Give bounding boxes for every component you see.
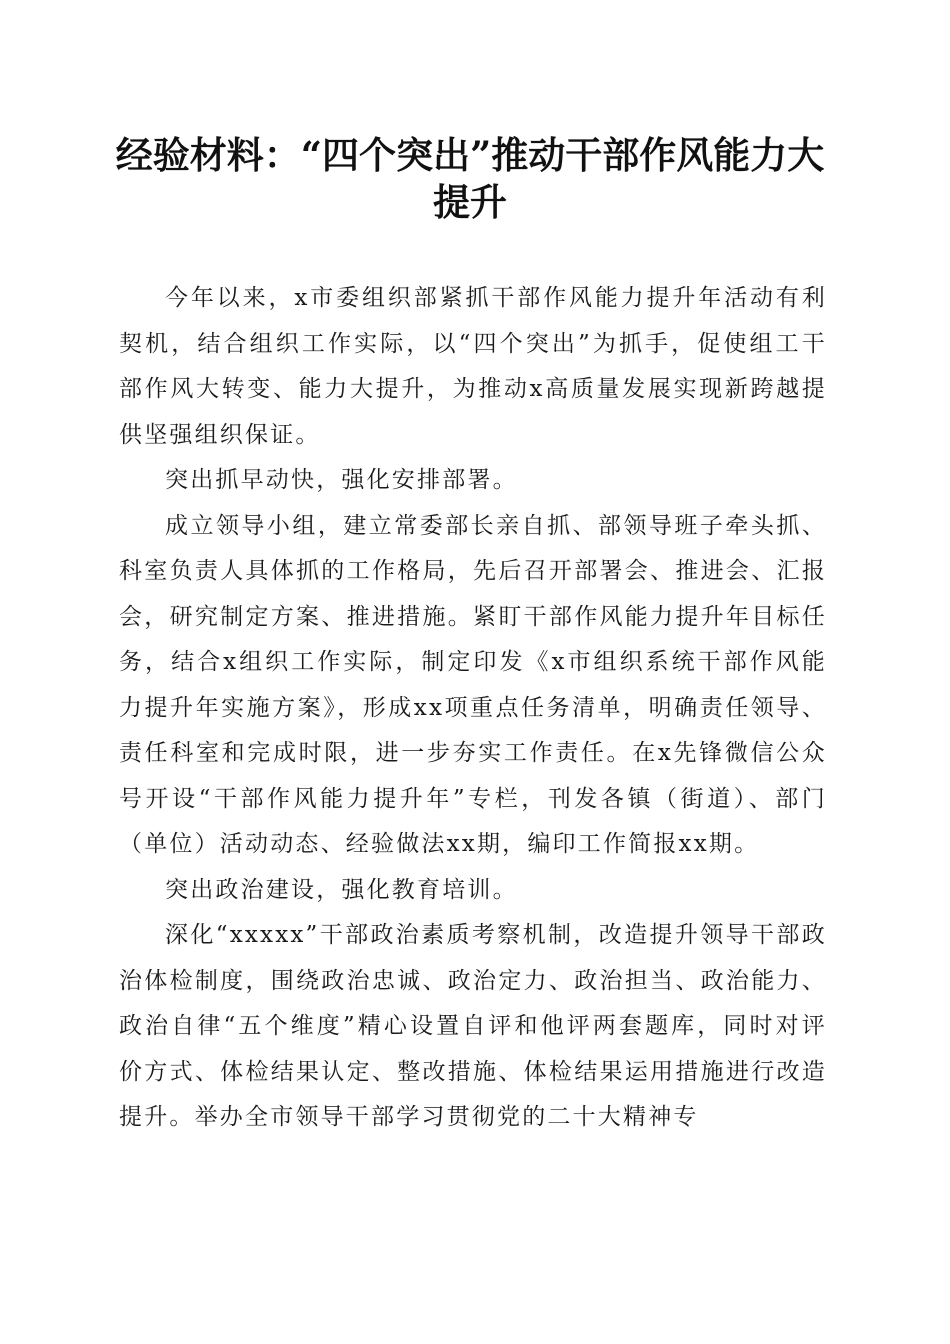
paragraph-political-building: 深化“xxxxx”干部政治素质考察机制，改造提升领导干部政治体检制度，围绕政治忠诚、政治定力、政治担当、政治能力、政治自律“五个维度”精心设置自评和他评两套题库，同时对评价方式、体检结果认定、整改措施、体检结果运用措施进行改造提升。举办全市领导干部学习贯彻党的二十大精神专 (119, 922, 827, 1130)
paragraph-intro: 今年以来，x市委组织部紧抓干部作风能力提升年活动有利契机，结合组织工作实际，以“四个突出”为抓手，促使组工干部作风大转变、能力大提升，为推动x高质量发展实现新跨越提供坚强组织保证。 (119, 285, 827, 448)
section-heading-early-action: 突出抓早动快，强化安排部署。 (165, 467, 518, 493)
document-body (119, 276, 827, 1141)
section-heading-political-building: 突出政治建设，强化教育培训。 (165, 876, 518, 903)
document-title: 经验材料：“四个突出”推动干部作风能力大提升 (115, 133, 825, 224)
paragraph-early-action: 成立领导小组，建立常委部长亲自抓、部领导班子牵头抓、科室负责人具体抓的工作格局，先后召开部署会、推进会、汇报会，研究制定方案、推进措施。紧盯干部作风能力提升年目标任务，结合x组织工作实际，制定印发《x市组织系统干部作风能力提升年实施方案》，形成xx项重点任务清单，明确责任领导、责任科室和完成时限，进一步夯实工作责任。在x先锋微信公众号开设“干部作风能力提升年”专栏，刊发各镇（街道）、部门（单位）活动动态、经验做法xx期，编印工作简报xx期。 (119, 512, 827, 857)
